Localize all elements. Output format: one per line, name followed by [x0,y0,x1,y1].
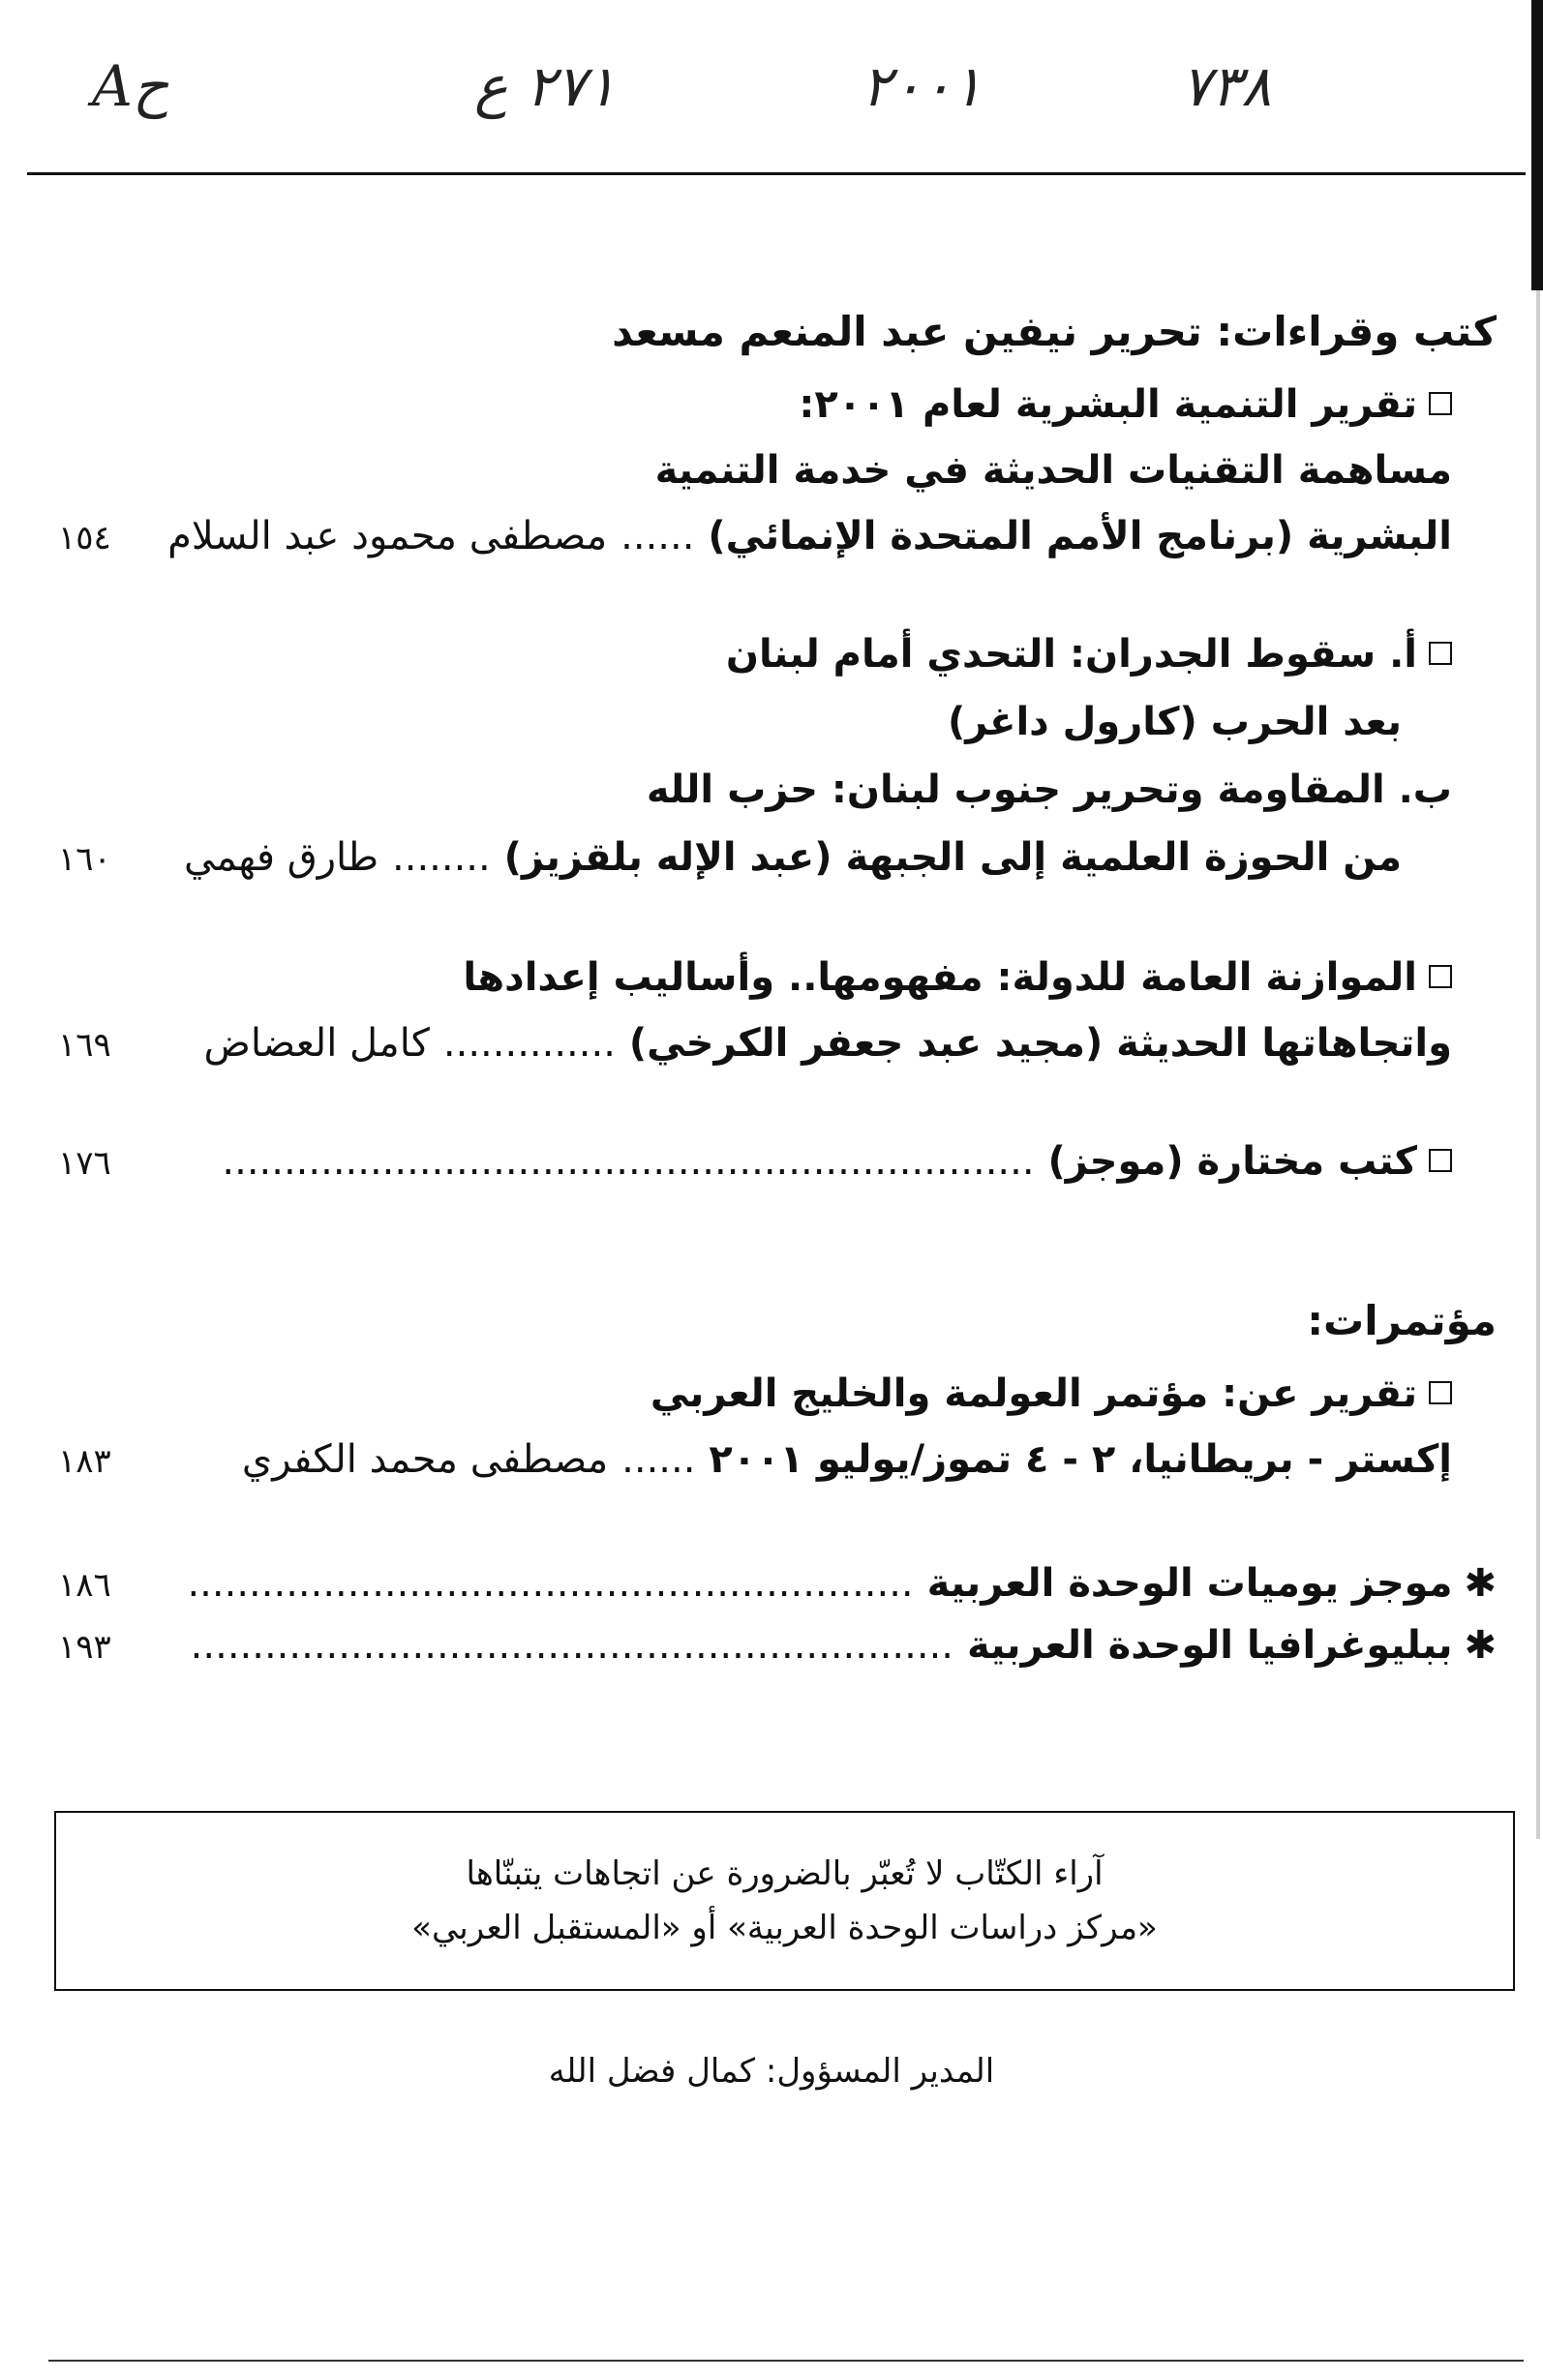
leader-dots: ........ [392,835,491,880]
leader-dots: ...... [621,1437,696,1482]
toc-entry-2-line-2: بعد الحرب (كارول داغر) [947,700,1402,744]
disclaimer-line-1: آراء الكتّاب لا تُعبّر بالضرورة عن اتجاهات يتبنّاها [466,1853,1104,1893]
checkbox-icon [1429,642,1452,665]
toc-entry-2-line-3: ب. المقاومة وتحرير جنوب لبنان: حزب الله [646,768,1452,812]
leader-dots: ...... [620,514,695,558]
disclaimer-line-2: «مركز دراسات الوحدة العربية» أو «المستقبل العربي» [411,1909,1158,1947]
toc-entry-2-line-1[interactable]: أ. سقوط الجدران: التحدي أمام لبنان [726,631,1452,678]
toc-entry-1-line-2: مساهمة التقنيات الحديثة في خدمة التنمية [654,448,1452,493]
toc-entry-chronology[interactable]: ✱موجز يوميات الوحدة العربية ........................................................... [187,1561,1497,1606]
toc-entry-bibliography[interactable]: ✱ببليوغرافيا الوحدة العربية .............................................................. [190,1623,1497,1668]
entry-title: إكستر - بريطانيا، ٢ - ٤ تموز/يوليو ٢٠٠١ [709,1437,1452,1482]
toc-entry-3-line-2 [203,1020,1452,1067]
entry-author: كامل العضاض [203,1021,430,1066]
toc-entry-4[interactable]: كتب مختارة (موجز) .................................................................. [222,1138,1452,1185]
handwritten-note-1: Aح [92,53,169,119]
entry-title: من الحوزة العلمية إلى الجبهة (عبد الإله بلقزيز) [503,835,1402,880]
handwritten-note-4: ٧٣٨ [1181,53,1272,119]
leader-dots: ........................................................... [187,1561,914,1606]
handwritten-note-2: ٢٧١ ع [474,53,617,119]
entry-author: طارق فهمي [183,835,379,880]
asterisk-icon: ✱ [1464,1561,1497,1606]
page-number: ١٦٩ [58,1026,111,1065]
toc-entry-1-line-1[interactable]: تقرير التنمية البشرية لعام ٢٠٠١: [799,381,1452,428]
checkbox-icon [1429,1149,1452,1172]
handwritten-note-3: ٢٠٠١ [862,53,983,119]
asterisk-icon: ✱ [1464,1623,1497,1668]
header-rule [27,172,1526,175]
leader-dots: .............. [442,1021,616,1066]
disclaimer-box [54,1811,1515,1991]
toc-entry-3-line-1[interactable]: الموازنة العامة للدولة: مفهومها.. وأساليب إعدادها [463,954,1452,1001]
entry-author: مصطفى محمود عبد السلام [167,514,608,558]
entry-title: البشرية (برنامج الأمم المتحدة الإنمائي) [708,514,1452,558]
page-number: ١٥٤ [58,519,111,557]
page-number: ١٧٦ [58,1144,111,1183]
page-number: ١٦٠ [58,840,111,879]
toc-conference-line-1[interactable]: تقرير عن: مؤتمر العولمة والخليج العربي [650,1371,1452,1417]
leader-dots: .............................................................. [190,1623,953,1668]
checkbox-icon [1429,1381,1452,1404]
entry-title: واتجاهاتها الحديثة (مجيد عبد جعفر الكرخي) [628,1021,1452,1066]
toc-entry-1-line-3 [167,513,1452,559]
managing-director: المدير المسؤول: كمال فضل الله [548,2052,995,2091]
page-number: ١٨٣ [58,1442,111,1481]
page-number: ١٩٣ [58,1628,111,1667]
conferences-heading: مؤتمرات: [1307,1297,1497,1344]
page-edge-shadow [1536,290,1540,1839]
checkbox-icon [1429,965,1452,988]
checkbox-icon [1429,392,1452,415]
books-heading: كتب وقراءات: تحرير نيفين عبد المنعم مسعد [612,308,1497,355]
page-number: ١٨٦ [58,1566,111,1605]
page-edge [1531,0,1543,290]
toc-entry-2-line-4 [184,834,1402,881]
footer-rule [48,2360,1524,2362]
toc-conference-line-2 [242,1436,1452,1483]
leader-dots: .................................................................. [222,1139,1035,1184]
entry-author: مصطفى محمد الكفري [241,1437,609,1482]
